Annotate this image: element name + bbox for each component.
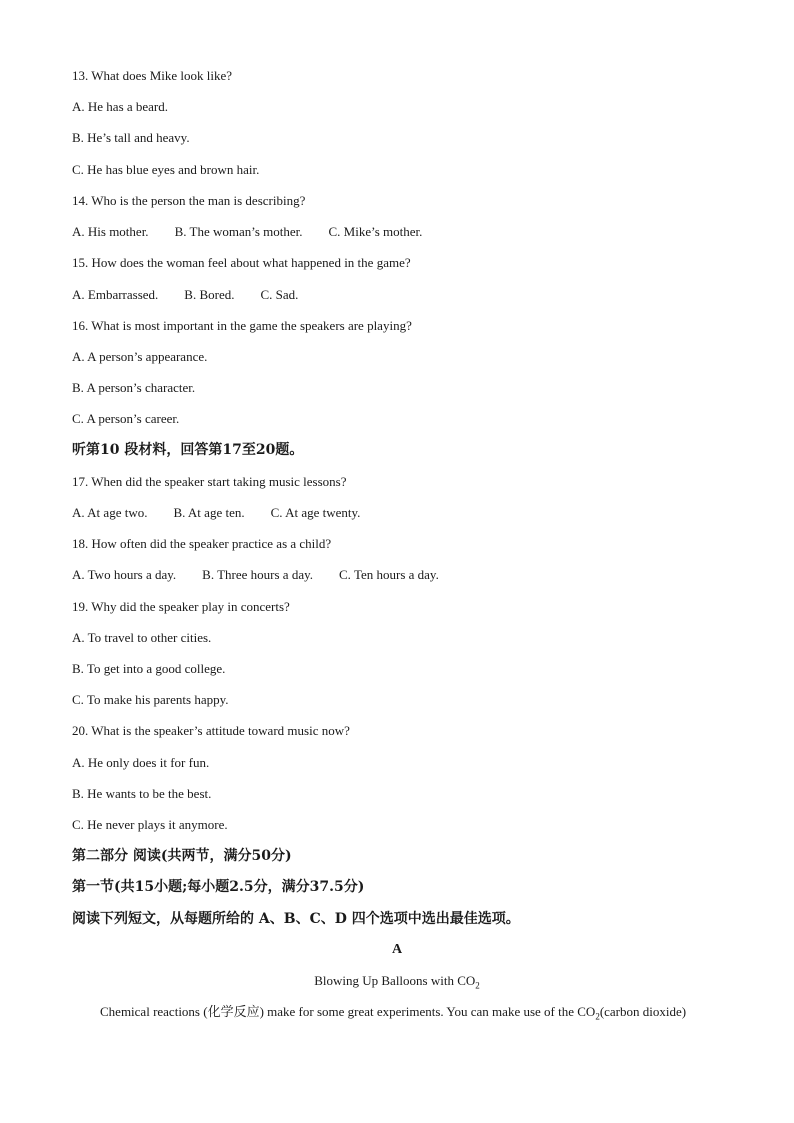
passage-title [0,973,794,994]
section-1-heading: 第一节(共15小题;每小题2.5分，满分37.5分) [72,879,365,895]
option-13a: A. He has a beard. [72,99,169,114]
passage-paragraph [100,1004,686,1025]
option-18c: C. Ten hours a day. [339,567,439,582]
question-20: 20. What is the speaker’s attitude toward music now? [72,723,350,738]
option-16a: A. A person’s appearance. [72,349,208,364]
options-17 [72,505,360,521]
question-17: 17. When did the speaker start taking music lessons? [72,474,347,489]
option-14b: B. The woman’s mother. [174,224,303,239]
option-16b: B. A person’s character. [72,380,196,395]
option-14c: C. Mike’s mother. [328,224,423,239]
question-15: 15. How does the woman feel about what happened in the game? [72,255,411,270]
paragraph-text-end: (carbon dioxide) [599,1004,687,1019]
option-19b: B. To get into a good college. [72,661,226,676]
option-13b: B. He’s tall and heavy. [72,130,190,145]
option-20c: C. He never plays it anymore. [72,817,228,832]
question-13: 13. What does Mike look like? [72,68,233,83]
option-18b: B. Three hours a day. [202,567,314,582]
question-16: 16. What is most important in the game the speakers are playing? [72,318,412,333]
option-19a: A. To travel to other cities. [72,630,212,645]
option-20b: B. He wants to be the best. [72,786,212,801]
passage-title-text: Blowing Up Balloons with CO [314,973,476,988]
reading-instruction: 阅读下列短文，从每题所给的 A、B、C、D 四个选项中选出最佳选项。 [72,911,520,927]
question-19: 19. Why did the speaker play in concerts? [72,599,290,614]
option-20a: A. He only does it for fun. [72,755,210,770]
option-15c: C. Sad. [260,287,299,302]
option-19c: C. To make his parents happy. [72,692,229,707]
option-17b: B. At age ten. [173,505,245,520]
passage-letter: A [391,942,403,957]
option-13c: C. He has blue eyes and brown hair. [72,162,260,177]
question-18: 18. How often did the speaker practice as a child? [72,536,332,551]
part-2-heading: 第二部分 阅读(共两节，满分50分) [72,848,292,864]
option-16c: C. A person’s career. [72,411,180,426]
options-14 [72,224,422,240]
question-14: 14. Who is the person the man is describing? [72,193,306,208]
option-18a: A. Two hours a day. [72,567,177,582]
options-15 [72,287,298,303]
options-18 [72,567,439,583]
passage-title-subscript: 2 [475,980,480,991]
option-17c: C. At age twenty. [270,505,361,520]
paragraph-subscript: 2 [595,1011,600,1022]
section-10-heading: 听第10 段材料，回答第17至20题。 [72,442,304,458]
option-15a: A. Embarrassed. [72,287,159,302]
paragraph-text-start: Chemical reactions (化学反应) make for some great experiments. You can make use of the CO [100,1004,596,1019]
option-17a: A. At age two. [72,505,148,520]
option-14a: A. His mother. [72,224,149,239]
option-15b: B. Bored. [184,287,235,302]
